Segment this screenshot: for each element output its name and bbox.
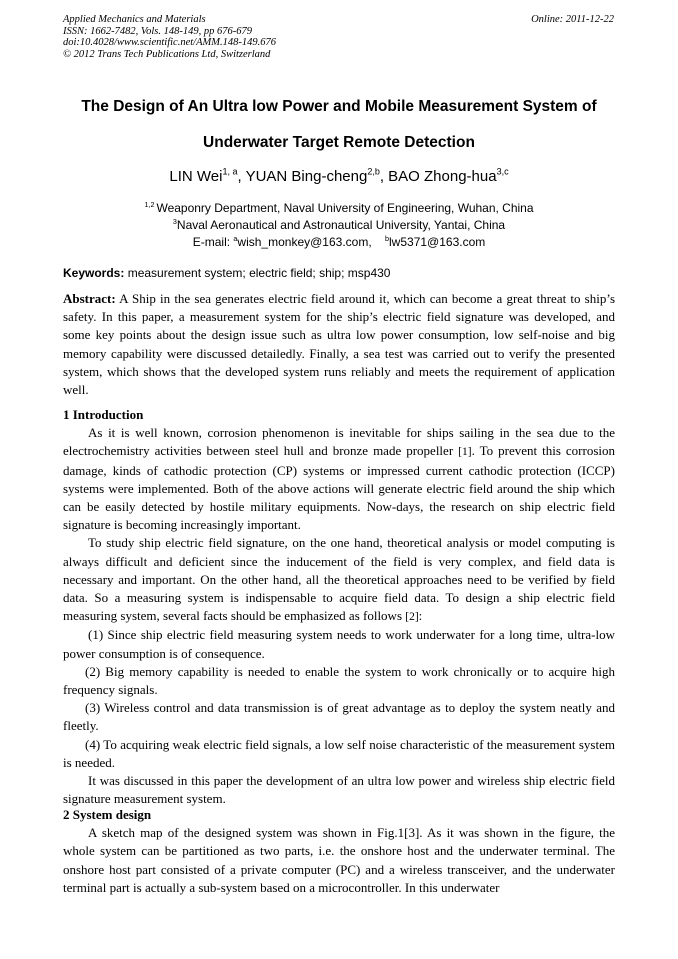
issn-line: ISSN: 1662-7482, Vols. 148-149, pp 676-679	[63, 25, 252, 37]
author-marker: 2,b	[367, 166, 380, 177]
paragraph: It was discussed in this paper the development of an ultra low power and wireless ship electric field signature measurement system.	[63, 773, 615, 807]
affiliation-text: Weaponry Department, Naval University of Engineering, Wuhan, China	[156, 201, 534, 215]
author-separator: ,	[379, 168, 389, 185]
paper-title-line-2: Underwater Target Remote Detection	[203, 134, 475, 151]
abstract	[63, 290, 615, 399]
email-label: E-mail:	[192, 235, 234, 249]
paragraph	[63, 424, 615, 534]
email-address: wish_monkey@163.com,	[237, 235, 372, 249]
list-item: (3) Wireless control and data transmission is of great advantage as to deploy the system neatly and fleetly.	[63, 700, 615, 734]
email-line	[40, 234, 638, 251]
abstract-text: A Ship in the sea generates electric field around it, which can become a great threat to ship’s safety. In this paper, a measurement system for the ship’s electric field signature was developed, and some key points about the design issue such as ultra low power consumption, low self-noise and big memory capability were discussed detailedly. Finally, a sea test was carried out to verify the presented system, which shows that the developed system runs reliably and meets the requirement of application well.	[63, 291, 615, 398]
journal-name: Applied Mechanics and Materials	[63, 14, 206, 25]
paragraph: A sketch map of the designed system was shown in Fig.1[3]. As it was shown in the figure, the whole system can be partitioned as two parts, i.e. the onshore host and the underwater terminal. The onshore host part consisted of a private computer (PC) and a wireless transceiver, and the underwater terminal part is actually a sub-system based on a microcontroller. In this underwater	[63, 825, 615, 895]
paper-title-line-1: The Design of An Ultra low Power and Mobile Measurement System of	[81, 98, 597, 115]
journal-header	[63, 14, 276, 60]
author-name: YUAN Bing-cheng	[245, 168, 368, 185]
author-list	[40, 168, 638, 185]
online-date: Online: 2011-12-22	[531, 14, 614, 25]
paragraph-text: :	[418, 608, 423, 624]
doi-line: doi:10.4028/www.scientific.net/AMM.148-149.676	[63, 37, 276, 49]
system-design-section	[63, 806, 615, 897]
email-marker: a	[233, 233, 238, 243]
author-name: BAO Zhong-hua	[388, 168, 497, 185]
paragraph-text: As it is well known, corrosion phenomenon is inevitable for ships sailing in the sea due to the electrochemistry activities between steel hull and bronze made propeller	[63, 425, 615, 459]
email-address: lw5371@163.com	[389, 235, 486, 249]
section-heading-introduction: 1 Introduction	[63, 407, 144, 422]
author-separator: ,	[237, 168, 246, 185]
affiliation-text: Naval Aeronautical and Astronautical University, Yantai, China	[176, 218, 506, 232]
list-item: (1) Since ship electric field measuring system needs to work underwater for a long time, ultra-low power consumption is of consequence.	[63, 627, 615, 661]
email-marker: b	[385, 233, 390, 243]
keywords	[63, 266, 615, 280]
affiliation-marker: 1,2	[144, 199, 157, 209]
author-marker: 3,c	[496, 166, 509, 177]
affiliation-2	[40, 217, 638, 234]
keywords-text: measurement system; electric field; ship; msp430	[124, 266, 391, 280]
paragraph	[63, 534, 615, 626]
paragraph-text: . To prevent this corrosion damage, kinds of cathodic protection (CP) systems or impressed current cathodic protection (ICCP) systems were implemented. Both of the above actions will generate electric field around the ship which can be easily detected by hostile military equipments. Now-days, the research on ship electric field signature is becoming increasingly important.	[63, 443, 615, 533]
list-item: (2) Big memory capability is needed to enable the system to work chronically or to acquire high frequency signals.	[63, 663, 615, 698]
section-heading-system-design: 2 System design	[63, 807, 152, 822]
abstract-label: Abstract:	[63, 291, 116, 306]
list-item: (4) To acquiring weak electric field signals, a low self noise characteristic of the measurement system is needed.	[63, 736, 615, 770]
affiliation-1	[40, 200, 638, 217]
introduction-section	[63, 406, 615, 808]
author-name: LIN Wei	[169, 168, 223, 185]
author-marker: 1, a	[222, 166, 238, 177]
citation: [1]	[458, 446, 472, 459]
copyright-line: © 2012 Trans Tech Publications Ltd, Switzerland	[63, 48, 271, 60]
paragraph-text: To study ship electric field signature, on the one hand, theoretical analysis or model computing is always difficult and deficient since the inducement of the field is very complex, and field data is necessary and important. On the other hand, all the theoretical approaches need to be verified by field data. So a measuring system is indispensable to acquire field data. To design a ship electric field measuring system, several facts should be emphasized as follows	[63, 535, 615, 624]
citation: [2]	[405, 611, 419, 624]
keywords-label: Keywords:	[63, 266, 125, 280]
affiliation-marker: 3	[172, 216, 177, 226]
